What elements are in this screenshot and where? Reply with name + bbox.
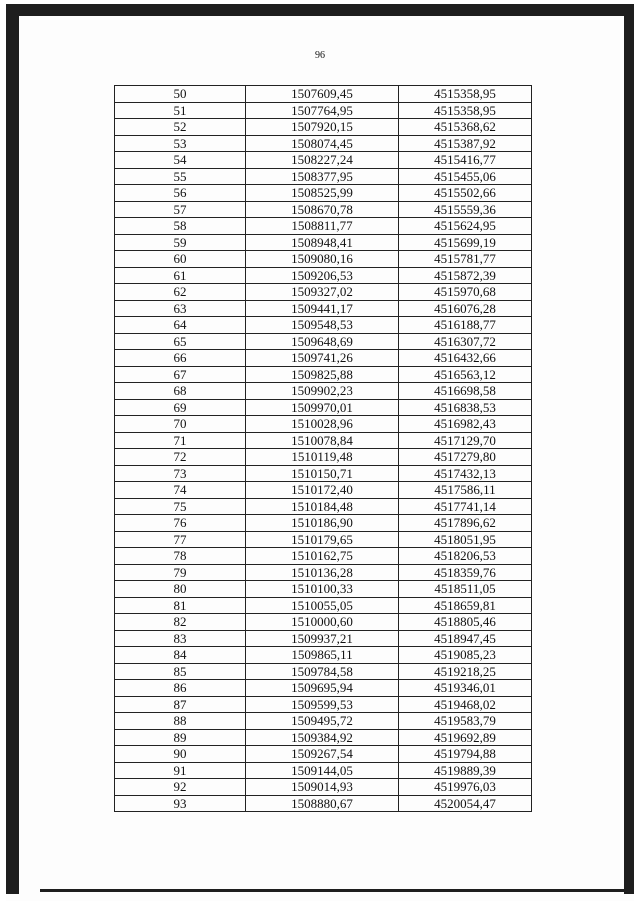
point-number-cell: 57	[115, 201, 246, 218]
y-coordinate-cell: 4515416,77	[399, 152, 532, 169]
y-coordinate-cell: 4515368,62	[399, 119, 532, 136]
point-number-cell: 80	[115, 581, 246, 598]
y-coordinate-cell: 4518947,45	[399, 630, 532, 647]
y-coordinate-cell: 4516563,12	[399, 366, 532, 383]
y-coordinate-cell: 4517279,80	[399, 449, 532, 466]
table-row	[115, 795, 532, 812]
point-number-cell: 52	[115, 119, 246, 136]
point-number-cell: 69	[115, 399, 246, 416]
x-coordinate-cell: 1509384,92	[246, 729, 399, 746]
point-number-cell: 85	[115, 663, 246, 680]
point-number-cell: 92	[115, 779, 246, 796]
x-coordinate-cell: 1510184,48	[246, 498, 399, 515]
y-coordinate-cell: 4515387,92	[399, 135, 532, 152]
y-coordinate-cell: 4520054,47	[399, 795, 532, 812]
x-coordinate-cell: 1507609,45	[246, 86, 399, 103]
y-coordinate-cell: 4516698,58	[399, 383, 532, 400]
y-coordinate-cell: 4515455,06	[399, 168, 532, 185]
point-number-cell: 54	[115, 152, 246, 169]
point-number-cell: 58	[115, 218, 246, 235]
y-coordinate-cell: 4515872,39	[399, 267, 532, 284]
table-row	[115, 317, 532, 334]
table-row	[115, 498, 532, 515]
x-coordinate-cell: 1509548,53	[246, 317, 399, 334]
point-number-cell: 83	[115, 630, 246, 647]
table-row	[115, 729, 532, 746]
point-number-cell: 60	[115, 251, 246, 268]
x-coordinate-cell: 1509695,94	[246, 680, 399, 697]
coordinates-table-body	[115, 86, 532, 812]
y-coordinate-cell: 4519976,03	[399, 779, 532, 796]
point-number-cell: 51	[115, 102, 246, 119]
point-number-cell: 79	[115, 564, 246, 581]
y-coordinate-cell: 4518206,53	[399, 548, 532, 565]
point-number-cell: 53	[115, 135, 246, 152]
point-number-cell: 59	[115, 234, 246, 251]
table-row	[115, 234, 532, 251]
x-coordinate-cell: 1508525,99	[246, 185, 399, 202]
x-coordinate-cell: 1509648,69	[246, 333, 399, 350]
table-row	[115, 300, 532, 317]
x-coordinate-cell: 1509825,88	[246, 366, 399, 383]
y-coordinate-cell: 4518051,95	[399, 531, 532, 548]
x-coordinate-cell: 1510028,96	[246, 416, 399, 433]
point-number-cell: 76	[115, 515, 246, 532]
x-coordinate-cell: 1509080,16	[246, 251, 399, 268]
table-row	[115, 548, 532, 565]
x-coordinate-cell: 1508880,67	[246, 795, 399, 812]
point-number-cell: 81	[115, 597, 246, 614]
x-coordinate-cell: 1509937,21	[246, 630, 399, 647]
table-row	[115, 201, 532, 218]
point-number-cell: 72	[115, 449, 246, 466]
point-number-cell: 77	[115, 531, 246, 548]
table-row	[115, 630, 532, 647]
table-row	[115, 680, 532, 697]
table-row	[115, 333, 532, 350]
point-number-cell: 56	[115, 185, 246, 202]
table-row	[115, 168, 532, 185]
y-coordinate-cell: 4519346,01	[399, 680, 532, 697]
y-coordinate-cell: 4515358,95	[399, 86, 532, 103]
table-row	[115, 135, 532, 152]
table-row	[115, 713, 532, 730]
x-coordinate-cell: 1507764,95	[246, 102, 399, 119]
table-row	[115, 152, 532, 169]
x-coordinate-cell: 1510172,40	[246, 482, 399, 499]
point-number-cell: 64	[115, 317, 246, 334]
table-row	[115, 762, 532, 779]
point-number-cell: 87	[115, 696, 246, 713]
x-coordinate-cell: 1508811,77	[246, 218, 399, 235]
table-row	[115, 366, 532, 383]
point-number-cell: 50	[115, 86, 246, 103]
x-coordinate-cell: 1508074,45	[246, 135, 399, 152]
x-coordinate-cell: 1508377,95	[246, 168, 399, 185]
y-coordinate-cell: 4518359,76	[399, 564, 532, 581]
y-coordinate-cell: 4517741,14	[399, 498, 532, 515]
point-number-cell: 65	[115, 333, 246, 350]
x-coordinate-cell: 1510136,28	[246, 564, 399, 581]
x-coordinate-cell: 1509902,23	[246, 383, 399, 400]
table-row	[115, 102, 532, 119]
table-row	[115, 614, 532, 631]
point-number-cell: 86	[115, 680, 246, 697]
point-number-cell: 55	[115, 168, 246, 185]
x-coordinate-cell: 1510100,33	[246, 581, 399, 598]
y-coordinate-cell: 4516838,53	[399, 399, 532, 416]
y-coordinate-cell: 4515781,77	[399, 251, 532, 268]
x-coordinate-cell: 1509599,53	[246, 696, 399, 713]
coordinates-table	[114, 85, 532, 812]
table-row	[115, 515, 532, 532]
point-number-cell: 75	[115, 498, 246, 515]
y-coordinate-cell: 4515624,95	[399, 218, 532, 235]
x-coordinate-cell: 1510179,65	[246, 531, 399, 548]
point-number-cell: 63	[115, 300, 246, 317]
point-number-cell: 66	[115, 350, 246, 367]
table-row	[115, 432, 532, 449]
table-row	[115, 465, 532, 482]
x-coordinate-cell: 1510000,60	[246, 614, 399, 631]
x-coordinate-cell: 1509741,26	[246, 350, 399, 367]
table-row	[115, 647, 532, 664]
point-number-cell: 88	[115, 713, 246, 730]
x-coordinate-cell: 1508948,41	[246, 234, 399, 251]
table-row	[115, 86, 532, 103]
y-coordinate-cell: 4519218,25	[399, 663, 532, 680]
y-coordinate-cell: 4517896,62	[399, 515, 532, 532]
y-coordinate-cell: 4516432,66	[399, 350, 532, 367]
x-coordinate-cell: 1510162,75	[246, 548, 399, 565]
x-coordinate-cell: 1509267,54	[246, 746, 399, 763]
x-coordinate-cell: 1509784,58	[246, 663, 399, 680]
y-coordinate-cell: 4518805,46	[399, 614, 532, 631]
table-row	[115, 696, 532, 713]
table-row	[115, 119, 532, 136]
table-row	[115, 663, 532, 680]
x-coordinate-cell: 1510186,90	[246, 515, 399, 532]
x-coordinate-cell: 1510150,71	[246, 465, 399, 482]
table-row	[115, 350, 532, 367]
table-row	[115, 416, 532, 433]
point-number-cell: 71	[115, 432, 246, 449]
y-coordinate-cell: 4519692,89	[399, 729, 532, 746]
x-coordinate-cell: 1509495,72	[246, 713, 399, 730]
point-number-cell: 84	[115, 647, 246, 664]
table-row	[115, 284, 532, 301]
y-coordinate-cell: 4518511,05	[399, 581, 532, 598]
x-coordinate-cell: 1510078,84	[246, 432, 399, 449]
table-row	[115, 218, 532, 235]
table-row	[115, 449, 532, 466]
point-number-cell: 90	[115, 746, 246, 763]
y-coordinate-cell: 4515970,68	[399, 284, 532, 301]
y-coordinate-cell: 4516307,72	[399, 333, 532, 350]
point-number-cell: 68	[115, 383, 246, 400]
point-number-cell: 82	[115, 614, 246, 631]
table-row	[115, 267, 532, 284]
x-coordinate-cell: 1508670,78	[246, 201, 399, 218]
x-coordinate-cell: 1509014,93	[246, 779, 399, 796]
page-number: 96	[315, 50, 325, 61]
x-coordinate-cell: 1509206,53	[246, 267, 399, 284]
y-coordinate-cell: 4517586,11	[399, 482, 532, 499]
table-row	[115, 482, 532, 499]
y-coordinate-cell: 4516076,28	[399, 300, 532, 317]
y-coordinate-cell: 4515559,36	[399, 201, 532, 218]
table-row	[115, 746, 532, 763]
table-row	[115, 564, 532, 581]
x-coordinate-cell: 1509865,11	[246, 647, 399, 664]
point-number-cell: 67	[115, 366, 246, 383]
point-number-cell: 70	[115, 416, 246, 433]
x-coordinate-cell: 1507920,15	[246, 119, 399, 136]
table-row	[115, 581, 532, 598]
scan-edge-top	[6, 4, 634, 16]
y-coordinate-cell: 4516188,77	[399, 317, 532, 334]
y-coordinate-cell: 4516982,43	[399, 416, 532, 433]
y-coordinate-cell: 4517129,70	[399, 432, 532, 449]
x-coordinate-cell: 1510119,48	[246, 449, 399, 466]
y-coordinate-cell: 4519889,39	[399, 762, 532, 779]
point-number-cell: 78	[115, 548, 246, 565]
x-coordinate-cell: 1509327,02	[246, 284, 399, 301]
table-row	[115, 597, 532, 614]
scan-edge-bottom	[40, 889, 634, 892]
table-row	[115, 531, 532, 548]
point-number-cell: 74	[115, 482, 246, 499]
y-coordinate-cell: 4518659,81	[399, 597, 532, 614]
y-coordinate-cell: 4519468,02	[399, 696, 532, 713]
point-number-cell: 91	[115, 762, 246, 779]
x-coordinate-cell: 1508227,24	[246, 152, 399, 169]
point-number-cell: 89	[115, 729, 246, 746]
y-coordinate-cell: 4519085,23	[399, 647, 532, 664]
scan-edge-right	[624, 4, 634, 894]
x-coordinate-cell: 1510055,05	[246, 597, 399, 614]
point-number-cell: 62	[115, 284, 246, 301]
y-coordinate-cell: 4519583,79	[399, 713, 532, 730]
table-row	[115, 185, 532, 202]
y-coordinate-cell: 4515502,66	[399, 185, 532, 202]
table-row	[115, 399, 532, 416]
table-row	[115, 779, 532, 796]
y-coordinate-cell: 4517432,13	[399, 465, 532, 482]
point-number-cell: 61	[115, 267, 246, 284]
y-coordinate-cell: 4515358,95	[399, 102, 532, 119]
x-coordinate-cell: 1509144,05	[246, 762, 399, 779]
table-row	[115, 251, 532, 268]
point-number-cell: 73	[115, 465, 246, 482]
y-coordinate-cell: 4515699,19	[399, 234, 532, 251]
table-row	[115, 383, 532, 400]
x-coordinate-cell: 1509970,01	[246, 399, 399, 416]
x-coordinate-cell: 1509441,17	[246, 300, 399, 317]
scan-edge-left	[6, 4, 19, 894]
y-coordinate-cell: 4519794,88	[399, 746, 532, 763]
point-number-cell: 93	[115, 795, 246, 812]
